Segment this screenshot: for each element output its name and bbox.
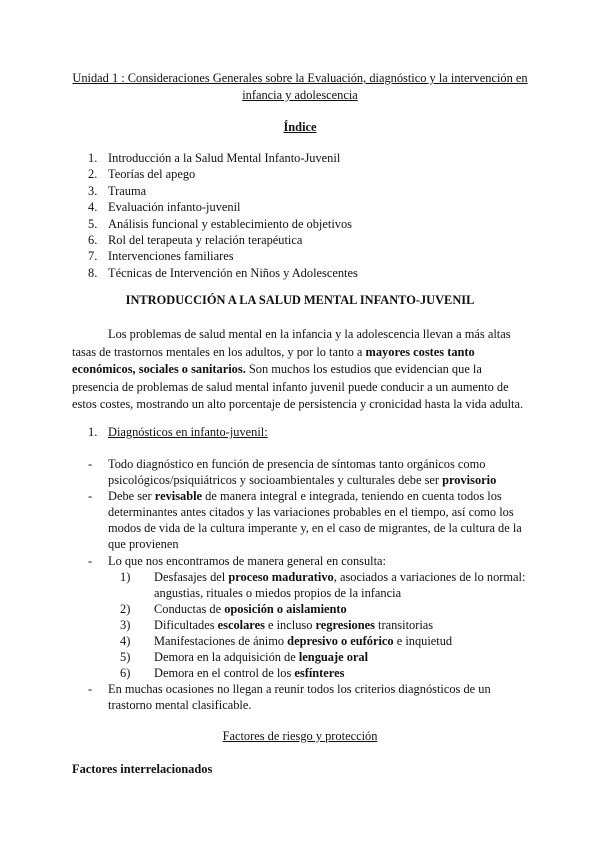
toc-item: 1. Introducción a la Salud Mental Infanto-Juvenil <box>88 151 341 165</box>
list-item: 5) Demora en la adquisición de lenguaje oral <box>120 650 369 665</box>
list-item: - Debe ser revisable de manera integral e integrada, teniendo en cuenta todos los determinantes antes citados y las variaciones probables en el tiempo, así como los modos de vida de la cultura imperante y, en el caso de migrantes, de la cultura de la que provienen <box>88 489 522 552</box>
list-item: - En muchas ocasiones no llegan a reunir todos los criterios diagnósticos de un trastorno mental clasificable. <box>88 682 491 713</box>
toc-item: 3. Trauma <box>88 183 147 198</box>
diagnostics-list <box>88 456 528 714</box>
risk-factors-heading: Factores de riesgo y protección <box>222 729 378 743</box>
list-item: - Todo diagnóstico en función de presencia de síntomas tanto orgánicos como psicológicos/psiquiátricos y socioambientales y culturales debe ser provisorio <box>88 457 497 488</box>
toc-item: 8. Técnicas de Intervención en Niños y Adolescentes <box>88 265 358 280</box>
table-of-contents <box>88 150 358 281</box>
interrelated-factors-heading: Factores interrelacionados <box>72 762 213 776</box>
section-title: INTRODUCCIÓN A LA SALUD MENTAL INFANTO-JUVENIL <box>125 293 475 307</box>
toc-item: 7. Intervenciones familiares <box>88 249 234 264</box>
toc-item: 5. Análisis funcional y establecimiento de objetivos <box>88 216 352 231</box>
toc-item: 4. Evaluación infanto-juvenil <box>88 200 241 215</box>
subsection-heading: 1. Diagnósticos en infanto-juvenil: <box>88 425 268 439</box>
toc-item: 6. Rol del terapeuta y relación terapéutica <box>88 232 303 247</box>
list-item: 1) Desfasajes del proceso madurativo, asociados a variaciones de lo normal: angustias, rituales o miedos propios de la infancia <box>120 569 526 600</box>
list-item: 2) Conductas de oposición o aislamiento <box>120 601 347 616</box>
list-item: - Lo que nos encontramos de manera general en consulta: 1) Desfasajes del proceso madurativo, asociados a variaciones de lo normal: angustias, rituales o miedos propios de la infancia 2) Conductas de oposición o aislamiento 3) Dificultades escolares e incluso regresiones transitorias 4) Manifestaciones de ánimo depresivo o eufórico e inquietud 5) Demora en la adquisición de lenguaje oral 6) Demora en el control de los esfínteres <box>88 553 528 682</box>
intro-paragraph: Los problemas de salud mental en la infancia y la adolescencia llevan a más altas tasas de trastornos mentales en los adultos, y por lo tanto a mayores costes tanto económicos, sociales o sanitarios. Son muchos los estudios que evidencian que la presencia de problemas de salud mental infanto juvenil puede conducir a un aumento de estos costes, mostrando un alto porcentaje de persistencia y cronicidad hasta la vida adulta. <box>72 327 524 412</box>
toc-item: 2. Teorías del apego <box>88 167 196 182</box>
list-item: 4) Manifestaciones de ánimo depresivo o eufórico e inquietud <box>120 634 453 649</box>
unit-title: Unidad 1 : Consideraciones Generales sobre la Evaluación, diagnóstico y la intervención en infancia y adolescencia <box>72 71 528 102</box>
list-item: 3) Dificultades escolares e incluso regresiones transitorias <box>120 617 434 632</box>
list-item: 6) Demora en el control de los esfínteres <box>120 666 345 681</box>
consultation-findings-list <box>108 569 528 682</box>
index-heading: Índice <box>283 120 317 134</box>
